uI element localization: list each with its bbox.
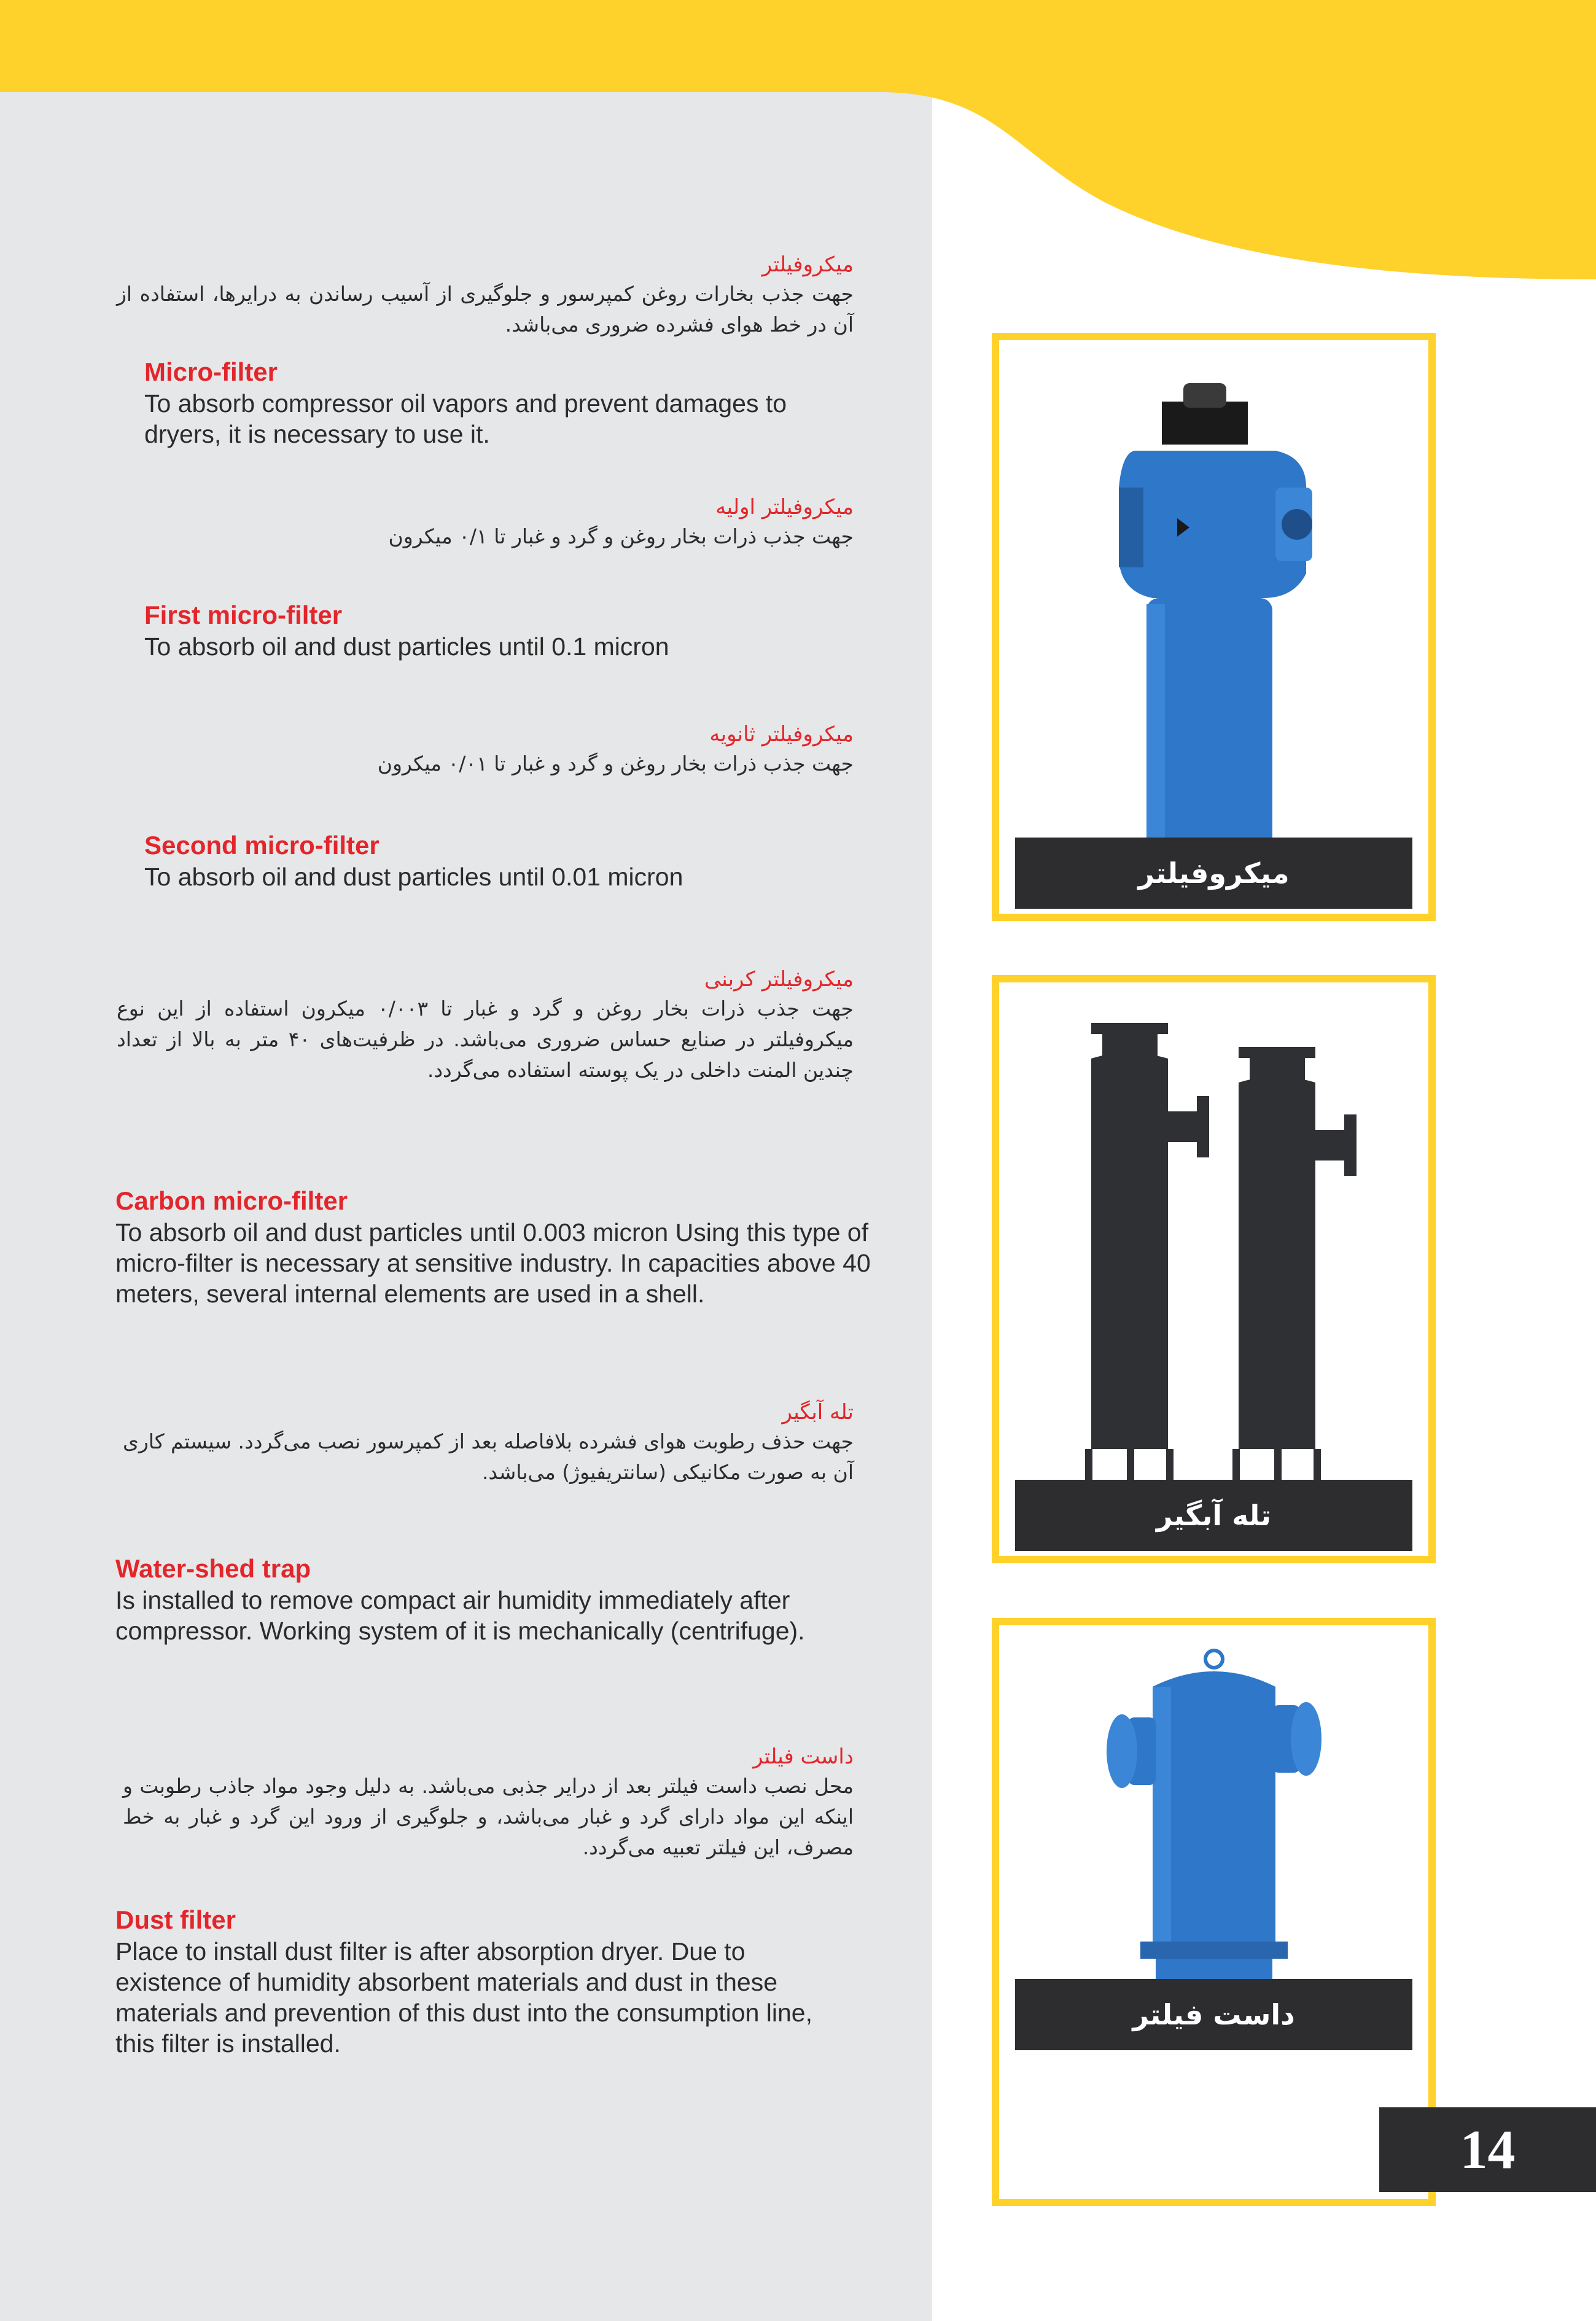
section-fa-text: جهت جذب ذرات بخار روغن و گرد و غبار تا ۰/۱ میکرون bbox=[388, 524, 854, 548]
section-en-text: To absorb oil and dust particles until 0.01 micron bbox=[144, 863, 683, 891]
section-micro-filter bbox=[117, 251, 854, 340]
section-fa-text: جهت جذب ذرات بخار روغن و گرد و غبار تا ۰/۰۰۳ میکرون استفاده از این نوع میکروفیلتر در صنایع حساس ضروری می‌باشد. در ظرفیت‌های ۴۰ متر به بالا از تعداد چندین المنت داخلی در یک پوسته استفاده می‌گردد. bbox=[117, 997, 854, 1082]
section-en-title: Carbon micro-filter bbox=[115, 1186, 348, 1215]
section-carbon-micro-filter bbox=[117, 965, 854, 1086]
section-en-text: To absorb oil and dust particles until 0.003 micron Using this type of micro-filter is necessary at sensitive industry. In capacities above 40 meters, several internal elements are used in a shell. bbox=[115, 1218, 871, 1308]
water-trap-image-frame bbox=[992, 975, 1436, 1563]
dust-filter-image-frame bbox=[992, 1618, 1436, 2206]
section-carbon-micro-filter-en bbox=[115, 1185, 895, 1309]
image-caption: داست فیلتر bbox=[1015, 1979, 1412, 2050]
section-fa-text: جهت جذب ذرات بخار روغن و گرد و غبار تا ۰/۰۱ میکرون bbox=[377, 752, 854, 776]
section-first-micro-filter-en bbox=[144, 599, 881, 662]
section-fa-text: محل نصب داست فیلتر بعد از درایر جذبی می‌باشد. به دلیل وجود مواد جاذب رطوبت و اینکه این مواد دارای گرد و غبار می‌باشد، و جلوگیری از ورود این گرد و غبار به خط مصرف، این فیلتر تعبیه می‌گردد. bbox=[123, 1774, 854, 1859]
micro-filter-image-frame bbox=[992, 333, 1436, 921]
section-fa-title: میکروفیلتر اولیه bbox=[715, 495, 854, 519]
section-en-text: Is installed to remove compact air humidity immediately after compressor. Working system of it is mechanically (centrifuge). bbox=[115, 1586, 805, 1645]
section-first-micro-filter bbox=[117, 493, 854, 552]
section-en-title: Micro-filter bbox=[144, 357, 278, 386]
section-en-text: Place to install dust filter is after absorption dryer. Due to existence of humidity absorbent materials and dust in these materials and prevention of this dust into the consumption line, this filter is installed. bbox=[115, 1937, 812, 2058]
section-fa-title: میکروفیلتر ثانویه bbox=[709, 722, 854, 747]
page-number: 14 bbox=[1379, 2107, 1596, 2192]
section-fa-title: داست فیلتر bbox=[752, 1744, 854, 1769]
section-water-trap-en bbox=[115, 1553, 895, 1646]
micro-filter-product-image bbox=[999, 340, 1428, 914]
section-fa-title: تله آبگیر bbox=[782, 1400, 854, 1425]
water-trap-product-image bbox=[999, 982, 1428, 1556]
section-fa-title: میکروفیلتر کربنی bbox=[704, 967, 854, 992]
section-fa-title: میکروفیلتر bbox=[761, 252, 854, 277]
section-second-micro-filter-en bbox=[144, 830, 881, 892]
header-wave-decoration bbox=[0, 0, 1596, 282]
section-fa-text: جهت جذب بخارات روغن کمپرسور و جلوگیری از آسیب رساندن به درایرها، استفاده از آن در خط هوای فشرده ضروری می‌باشد. bbox=[117, 282, 854, 336]
dust-filter-product-image bbox=[999, 1625, 1428, 2199]
section-dust-filter bbox=[123, 1743, 854, 1863]
image-caption: میکروفیلتر bbox=[1015, 838, 1412, 909]
section-fa-text: جهت حذف رطوبت هوای فشرده بلافاصله بعد از کمپرسور نصب می‌گردد. سیستم کاری آن به صورت مکانیکی (سانتریفیوژ) می‌باشد. bbox=[123, 1429, 854, 1484]
section-en-title: Water-shed trap bbox=[115, 1554, 311, 1583]
section-en-text: To absorb compressor oil vapors and prevent damages to dryers, it is necessary to use it. bbox=[144, 389, 787, 448]
section-en-title: Second micro-filter bbox=[144, 831, 380, 860]
section-en-title: First micro-filter bbox=[144, 601, 343, 629]
section-en-title: Dust filter bbox=[115, 1905, 236, 1934]
image-caption: تله آبگیر bbox=[1015, 1480, 1412, 1551]
section-micro-filter-en bbox=[144, 356, 881, 449]
section-water-trap bbox=[123, 1398, 854, 1488]
section-second-micro-filter bbox=[117, 720, 854, 779]
section-dust-filter-en bbox=[115, 1904, 883, 2059]
section-en-text: To absorb oil and dust particles until 0.1 micron bbox=[144, 632, 669, 661]
